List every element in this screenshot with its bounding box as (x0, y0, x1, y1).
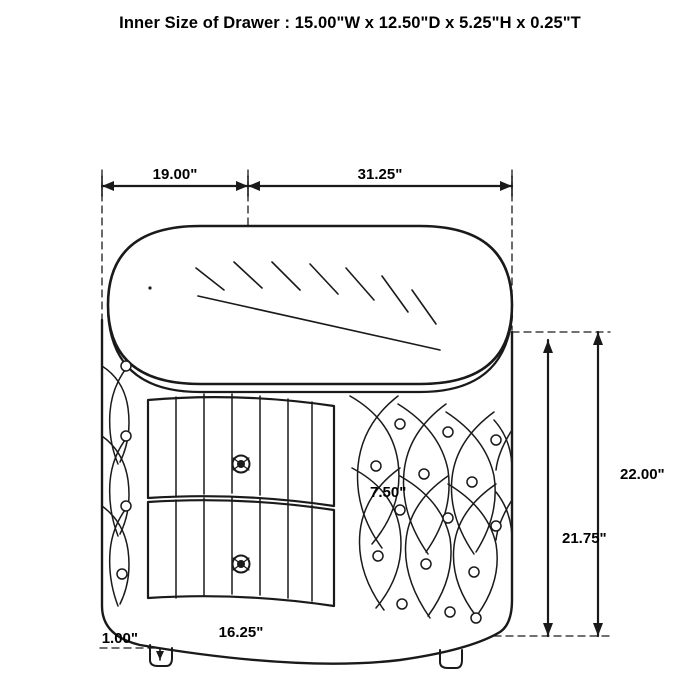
label-foot-height: 1.00" (101, 630, 138, 647)
cabinet-top-surface (108, 226, 512, 384)
label-drawer-height: 7.50" (370, 484, 407, 501)
label-drawer-width: 16.25" (218, 624, 264, 641)
label-body-height: 21.75" (562, 530, 607, 547)
drawer-knob-upper (233, 456, 250, 473)
drawer-knob-lower (233, 556, 250, 573)
page-title: Inner Size of Drawer : 15.00"W x 12.50"D x 5.25"H x 0.25"T (119, 14, 581, 32)
right-dimension-lines (543, 332, 603, 636)
label-total-height: 22.00" (620, 466, 665, 483)
label-top-left-width: 19.00" (152, 166, 198, 183)
label-top-right-width: 31.25" (357, 166, 403, 183)
